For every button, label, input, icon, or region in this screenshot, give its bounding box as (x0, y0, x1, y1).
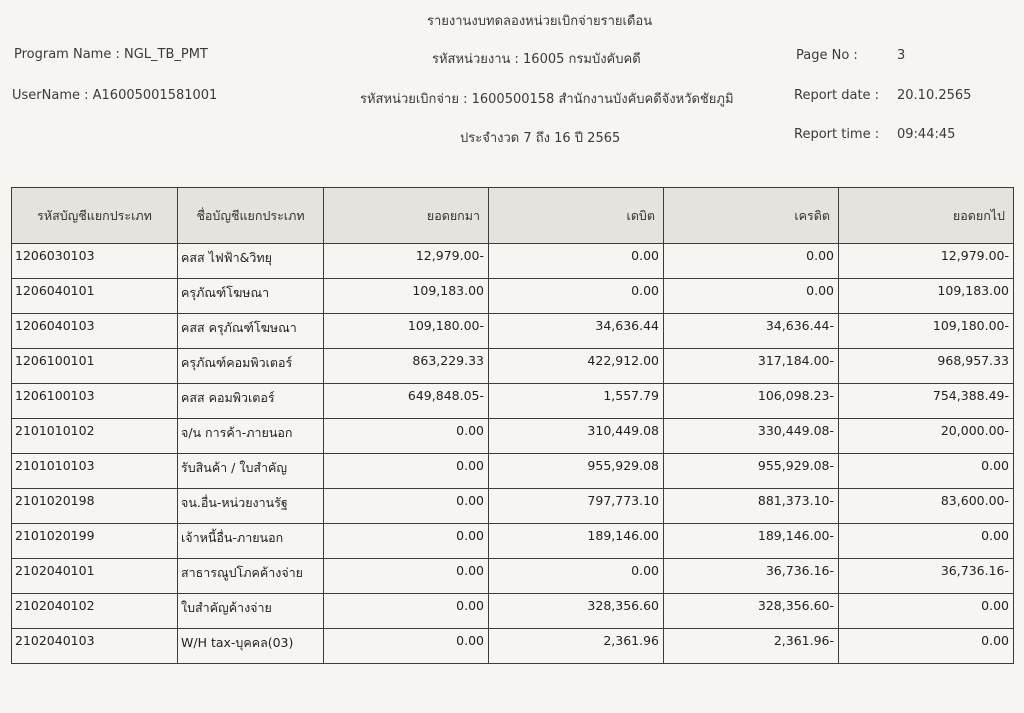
table-row (12, 384, 1014, 419)
column-header-account-code: รหัสบัญชีแยกประเภท (12, 188, 178, 244)
cell-brought-forward: 0.00 (324, 489, 489, 524)
cell-account-name: ครุภัณฑ์คอมพิวเตอร์ (178, 349, 324, 384)
table-row (12, 594, 1014, 629)
cell-carried-forward: 109,183.00 (839, 279, 1014, 314)
cell-credit: 34,636.44- (664, 314, 839, 349)
cell-brought-forward: 863,229.33 (324, 349, 489, 384)
column-header-brought-forward: ยอดยกมา (324, 188, 489, 244)
column-header-carried-forward: ยอดยกไป (839, 188, 1014, 244)
cell-credit: 330,449.08- (664, 419, 839, 454)
cell-account-name: คสส ครุภัณฑ์โฆษณา (178, 314, 324, 349)
disbursement-unit: รหัสหน่วยเบิกจ่าย : 1600500158 สำนักงานบังคับคดีจังหวัดชัยภูมิ (360, 92, 734, 107)
cell-debit: 34,636.44 (489, 314, 664, 349)
cell-account-name: สาธารณูปโภคค้างจ่าย (178, 559, 324, 594)
cell-credit: 881,373.10- (664, 489, 839, 524)
cell-credit: 0.00 (664, 279, 839, 314)
cell-carried-forward: 36,736.16- (839, 559, 1014, 594)
cell-brought-forward: 649,848.05- (324, 384, 489, 419)
report-title: รายงานงบทดลองหน่วยเบิกจ่ายรายเดือน (427, 14, 653, 29)
cell-debit: 0.00 (489, 244, 664, 279)
cell-brought-forward: 109,180.00- (324, 314, 489, 349)
cell-debit: 955,929.08 (489, 454, 664, 489)
column-header-debit: เดบิต (489, 188, 664, 244)
cell-debit: 2,361.96 (489, 629, 664, 664)
table-row (12, 279, 1014, 314)
column-header-account-name: ชื่อบัญชีแยกประเภท (178, 188, 324, 244)
table-row (12, 629, 1014, 664)
cell-carried-forward: 20,000.00- (839, 419, 1014, 454)
report-period: ประจำงวด 7 ถึง 16 ปี 2565 (460, 131, 621, 146)
report-date-value: 20.10.2565 (897, 88, 972, 103)
cell-account-code: 1206040103 (12, 314, 178, 349)
agency-code: รหัสหน่วยงาน : 16005 กรมบังคับคดี (432, 52, 641, 67)
cell-account-code: 2102040103 (12, 629, 178, 664)
table-body (12, 244, 1014, 664)
cell-account-name: ใบสำคัญค้างจ่าย (178, 594, 324, 629)
cell-account-code: 2101020199 (12, 524, 178, 559)
cell-credit: 106,098.23- (664, 384, 839, 419)
cell-carried-forward: 12,979.00- (839, 244, 1014, 279)
report-time-label: Report time : (794, 127, 880, 142)
cell-credit: 328,356.60- (664, 594, 839, 629)
cell-debit: 310,449.08 (489, 419, 664, 454)
cell-account-code: 2101010102 (12, 419, 178, 454)
cell-brought-forward: 0.00 (324, 454, 489, 489)
cell-account-name: รับสินค้า / ใบสำคัญ (178, 454, 324, 489)
program-name: Program Name : NGL_TB_PMT (14, 47, 208, 62)
cell-credit: 955,929.08- (664, 454, 839, 489)
table-row (12, 454, 1014, 489)
cell-account-code: 1206030103 (12, 244, 178, 279)
cell-brought-forward: 109,183.00 (324, 279, 489, 314)
cell-account-name: เจ้าหนี้อื่น-ภายนอก (178, 524, 324, 559)
table-row (12, 419, 1014, 454)
cell-debit: 189,146.00 (489, 524, 664, 559)
cell-account-code: 1206100101 (12, 349, 178, 384)
cell-credit: 317,184.00- (664, 349, 839, 384)
cell-account-code: 2101020198 (12, 489, 178, 524)
cell-brought-forward: 0.00 (324, 594, 489, 629)
report-date-label: Report date : (794, 88, 880, 103)
cell-account-name: จ/น การค้า-ภายนอก (178, 419, 324, 454)
column-header-credit: เครดิต (664, 188, 839, 244)
cell-account-name: W/H tax-บุคคล(03) (178, 629, 324, 664)
cell-debit: 0.00 (489, 279, 664, 314)
table-row (12, 489, 1014, 524)
cell-debit: 422,912.00 (489, 349, 664, 384)
cell-account-name: คสส ไฟฟ้า&วิทยุ (178, 244, 324, 279)
username: UserName : A16005001581001 (12, 88, 218, 103)
cell-brought-forward: 12,979.00- (324, 244, 489, 279)
cell-account-name: คสส คอมพิวเตอร์ (178, 384, 324, 419)
page-number-label: Page No : (796, 48, 858, 63)
table-row (12, 314, 1014, 349)
trial-balance-table (11, 187, 1014, 664)
cell-debit: 0.00 (489, 559, 664, 594)
cell-brought-forward: 0.00 (324, 524, 489, 559)
cell-carried-forward: 754,388.49- (839, 384, 1014, 419)
cell-account-code: 2102040102 (12, 594, 178, 629)
cell-debit: 328,356.60 (489, 594, 664, 629)
cell-carried-forward: 0.00 (839, 524, 1014, 559)
cell-carried-forward: 968,957.33 (839, 349, 1014, 384)
cell-carried-forward: 0.00 (839, 629, 1014, 664)
cell-account-code: 1206040101 (12, 279, 178, 314)
table-row (12, 524, 1014, 559)
table-header-row (12, 188, 1014, 244)
cell-account-name: จน.อื่น-หน่วยงานรัฐ (178, 489, 324, 524)
cell-debit: 1,557.79 (489, 384, 664, 419)
table-row (12, 559, 1014, 594)
cell-brought-forward: 0.00 (324, 629, 489, 664)
table-row (12, 244, 1014, 279)
cell-account-code: 1206100103 (12, 384, 178, 419)
cell-debit: 797,773.10 (489, 489, 664, 524)
cell-account-code: 2102040101 (12, 559, 178, 594)
cell-credit: 0.00 (664, 244, 839, 279)
cell-credit: 189,146.00- (664, 524, 839, 559)
cell-account-name: ครุภัณฑ์โฆษณา (178, 279, 324, 314)
report-time-value: 09:44:45 (897, 127, 956, 142)
cell-credit: 36,736.16- (664, 559, 839, 594)
cell-brought-forward: 0.00 (324, 559, 489, 594)
page-number-value: 3 (897, 48, 906, 63)
cell-brought-forward: 0.00 (324, 419, 489, 454)
cell-carried-forward: 0.00 (839, 454, 1014, 489)
cell-carried-forward: 0.00 (839, 594, 1014, 629)
cell-account-code: 2101010103 (12, 454, 178, 489)
cell-credit: 2,361.96- (664, 629, 839, 664)
table-row (12, 349, 1014, 384)
cell-carried-forward: 83,600.00- (839, 489, 1014, 524)
cell-carried-forward: 109,180.00- (839, 314, 1014, 349)
